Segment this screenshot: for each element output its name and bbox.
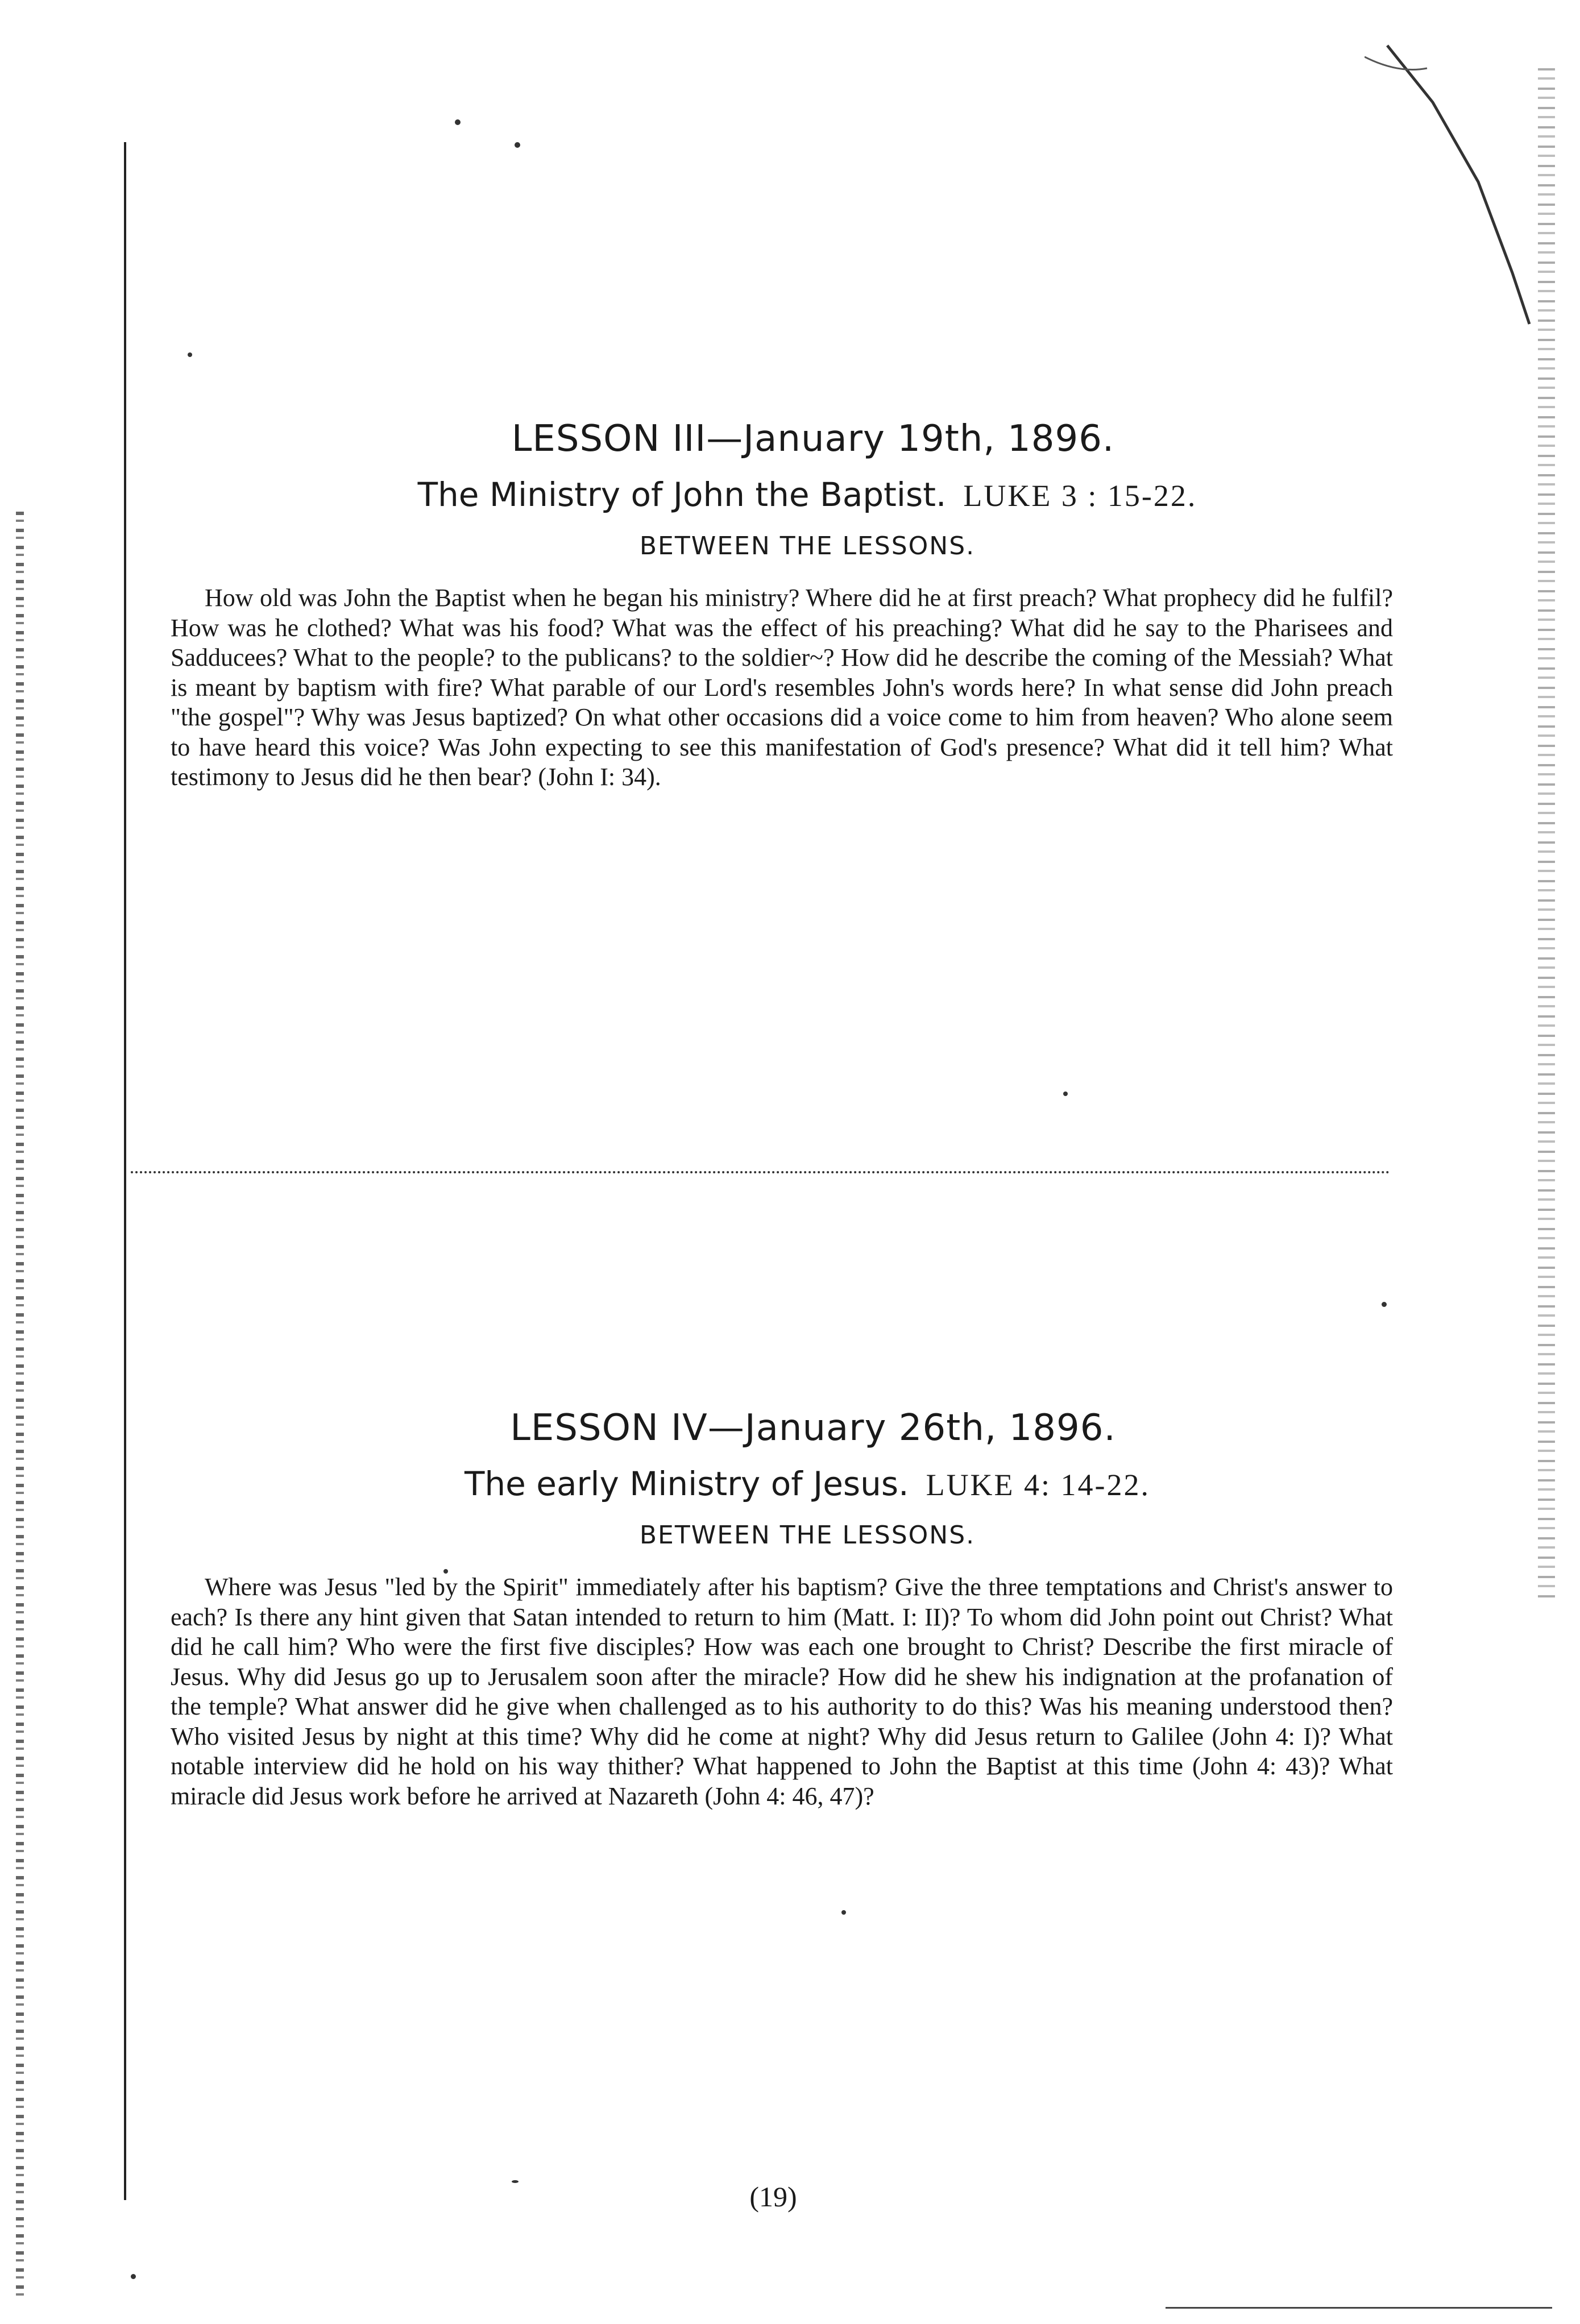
- scan-speck: [512, 2180, 519, 2183]
- scan-edge-right: [1538, 68, 1555, 1603]
- page-border-line: [124, 142, 126, 2200]
- scan-speck: [1382, 1302, 1387, 1307]
- section-label: BETWEEN THE LESSONS.: [639, 1521, 976, 1550]
- scan-edge-left: [16, 512, 24, 2302]
- lesson-questions: Where was Jesus "led by the Spirit" immediately after his baptism? Give the three temptations and Christ's answer to each? Is there any hint given that Satan intended to return to him (Matt. I: II)? To whom did John point out Christ? What did he call him? Who were the first five disciples? How was each one brought to Christ? Describe the first miracle of Jesus. Why did Jesus go up to Jerusalem soon after the miracle? How did he shew his indignation at the profanation of the temple? What answer did he give when challenged as to his authority to do this? Was his meaning understood then? Who visited Jesus by night at this time? Why did he come at night? Why did Jesus return to Galilee (John 4: I)? What notable interview did he hold on his way thither? What happened to John the Baptist at this time (John 4: 43)? What miracle did Jesus work before he arrived at Nazareth (John 4: 46, 47)?: [171, 1573, 1393, 1810]
- lesson-questions: How old was John the Baptist when he began his ministry? Where did he at first preach? What prophecy did he fulfil? How was he clothed? What was his food? What was the effect of his preaching? What did he say to the Pharisees and Sadducees? What to the people? to the publicans? to the soldier~? How did he describe the coming of the Messiah? What is meant by baptism with fire? What parable of our Lord's resembles John's words here? In what sense did John preach "the gospel"? Why was Jesus baptized? On what other occasions did a voice come to him from heaven? Who alone seem to have heard this voice? Was John expecting to see this manifestation of God's presence? What did it tell him? What testimony to Jesus did he then bear? (John I: 34).: [171, 584, 1393, 791]
- lesson-title-line: [171, 1461, 1393, 1508]
- scan-speck: [188, 352, 192, 357]
- lesson-heading: LESSON III—January 19th, 1896.: [511, 418, 1115, 460]
- scripture-reference: LUKE 4: 14-22.: [926, 1468, 1151, 1502]
- bottom-rule: [1166, 2307, 1552, 2309]
- lesson-section: [171, 1404, 1393, 1811]
- corner-fold-mark: [1365, 34, 1535, 330]
- lesson-title-line: [171, 472, 1393, 518]
- scan-speck: [841, 1910, 846, 1915]
- scan-speck: [131, 2274, 136, 2279]
- lesson-heading: LESSON IV—January 26th, 1896.: [510, 1407, 1116, 1449]
- scan-speck: [515, 142, 520, 148]
- page-number: (19): [749, 2181, 797, 2213]
- lesson-title: The Ministry of John the Baptist.: [417, 475, 947, 514]
- scan-speck: [455, 119, 461, 125]
- scan-speck: [1063, 1092, 1068, 1096]
- section-divider: [131, 1171, 1390, 1173]
- lesson-title: The early Ministry of Jesus.: [464, 1464, 909, 1503]
- section-label: BETWEEN THE LESSONS.: [639, 532, 976, 561]
- lesson-section: [171, 415, 1393, 792]
- scripture-reference: LUKE 3 : 15-22.: [963, 479, 1197, 513]
